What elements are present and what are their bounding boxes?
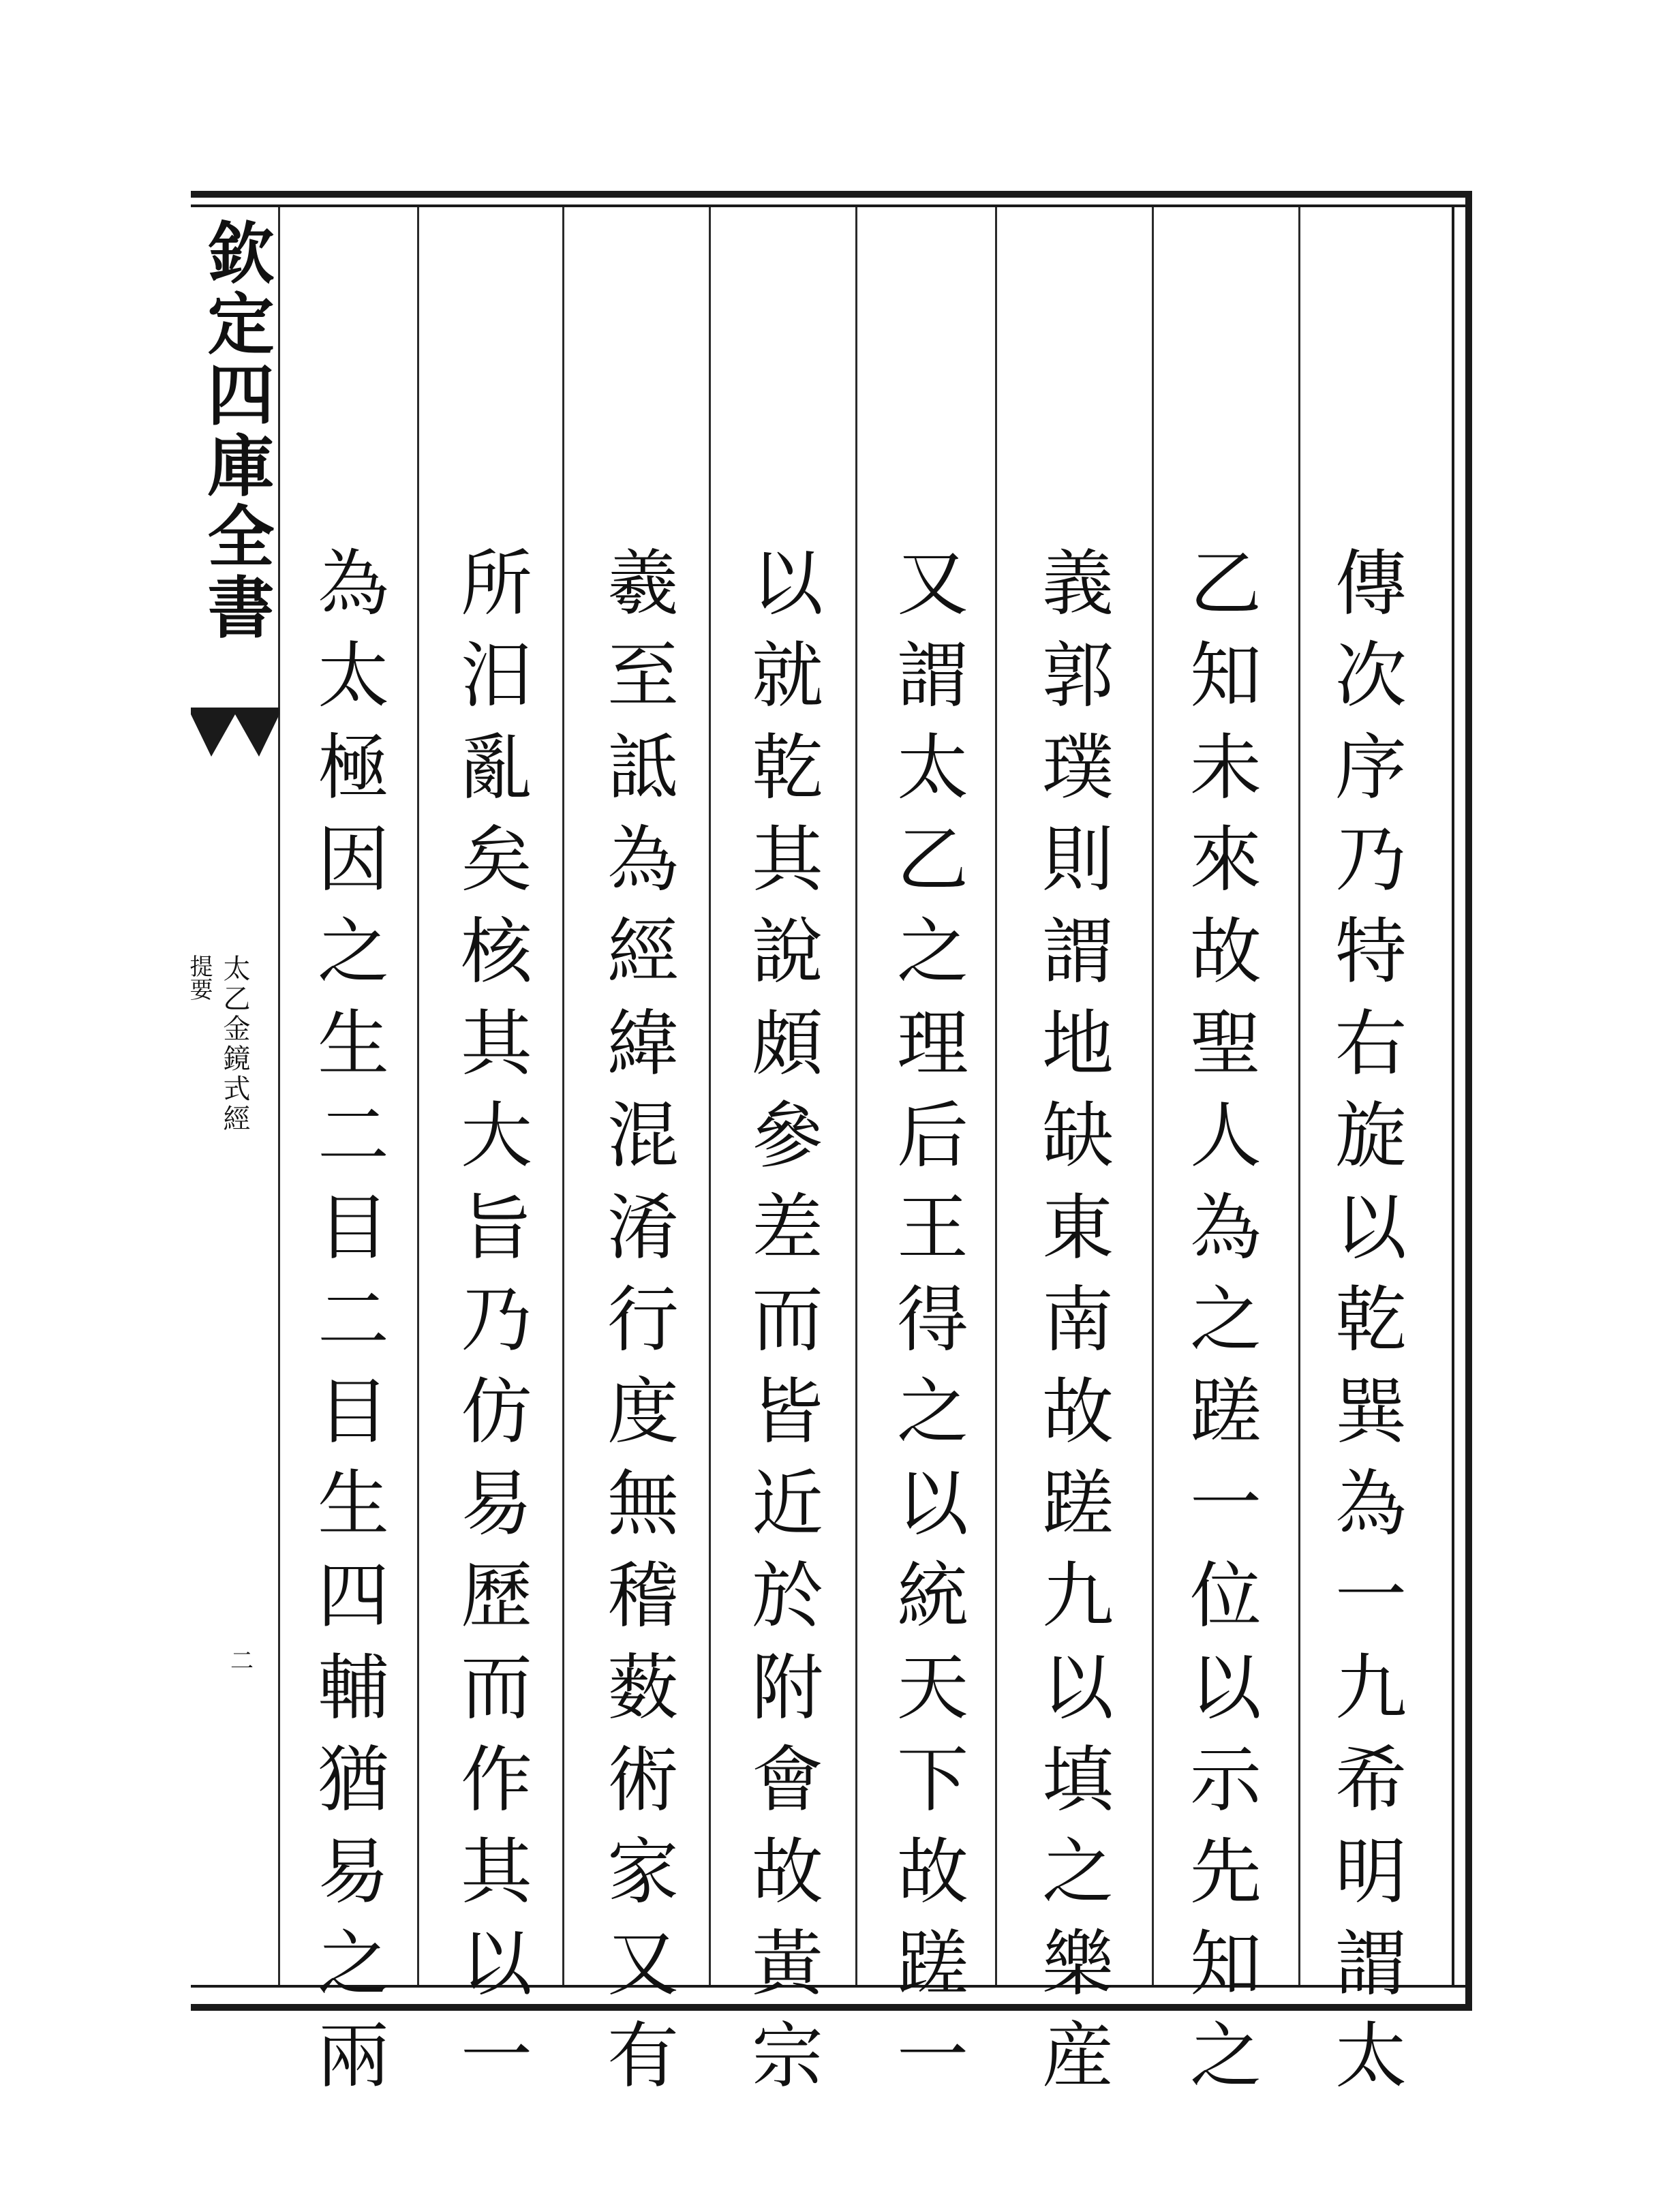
border-inner-top	[191, 204, 1472, 207]
column-rule	[1152, 207, 1154, 1985]
fishtail-mark	[184, 702, 286, 763]
text-column-3: 義郭璞則謂地缺東南故蹉九以填之樂産	[1030, 545, 1114, 2110]
column-rule	[995, 207, 997, 1985]
text-column-8: 為太極因之生二目二目生四輔猶易之兩	[306, 545, 389, 2110]
column-rule	[1298, 207, 1300, 1985]
block-heart-section: 提要	[185, 954, 213, 1001]
folio-number: 二	[230, 1647, 254, 1675]
text-column-4: 又謂太乙之理后王得之以統天下故蹉一	[885, 545, 968, 2110]
column-rule	[562, 207, 564, 1985]
text-column-6: 羲至詆為經緯混淆行度無稽薮術家又有	[596, 545, 679, 2110]
block-heart-title: 欽定四庫全書	[196, 218, 275, 643]
text-column-1: 傳次序乃特右旋以乾巽為一九希明謂太	[1324, 545, 1407, 2110]
text-column-7: 所汨亂矣核其大旨乃仿易歷而作其以一	[449, 545, 532, 2110]
column-rule	[709, 207, 711, 1985]
border-inner-right	[1452, 204, 1454, 1988]
column-rule	[278, 207, 280, 1985]
text-column-5: 以就乾其說頗參差而皆近於附會故黃宗	[740, 545, 823, 2110]
text-column-2: 乙知未來故聖人為之蹉一位以示先知之	[1178, 545, 1262, 2110]
column-rule	[855, 207, 857, 1985]
column-rule	[417, 207, 419, 1985]
block-heart-book-title: 太乙金鏡式經	[219, 954, 250, 1134]
